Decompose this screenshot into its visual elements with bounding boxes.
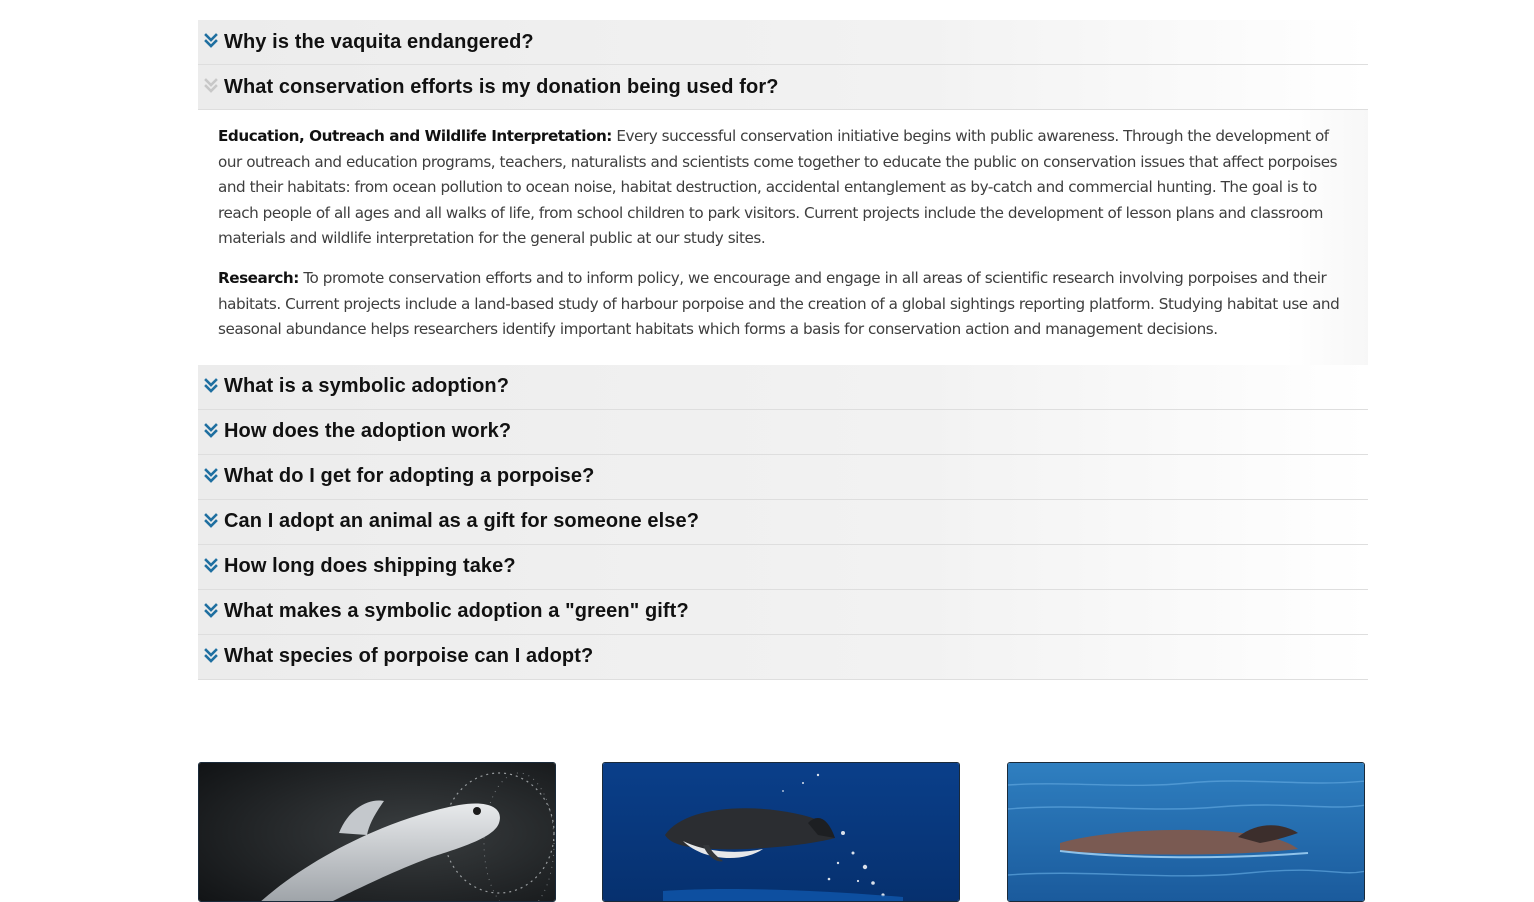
double-chevron-down-icon [198,468,224,484]
answer-paragraph [218,124,1348,252]
faq-accordion [198,20,1368,680]
faq-item [198,365,1368,410]
faq-item [198,455,1368,500]
faq-question-header[interactable] [198,365,1368,410]
faq-item [198,20,1368,65]
double-chevron-down-icon [198,558,224,574]
faq-question-text: How does the adoption work? [224,420,512,443]
swimming-porpoise-photo [1008,763,1365,902]
faq-question-header[interactable] [198,500,1368,545]
double-chevron-down-icon [198,33,224,49]
faq-item [198,410,1368,455]
porpoise-cards [198,762,1368,902]
double-chevron-down-icon [198,603,224,619]
porpoise-card[interactable] [198,762,556,902]
answer-text: To promote conservation efforts and to inform policy, we encourage and engage in all areas of scientific research involving porpoises and their habitats. Current projects include a land-based study of harbour porpoise and the creation of a global sightings reporting platform. Studying habitat use and seasonal abundance helps researchers identify important habitats which forms a basis for conservation action and management decisions. [218,268,1340,339]
porpoise-card[interactable] [602,762,960,902]
faq-item [198,590,1368,635]
porpoise-card[interactable] [1007,762,1365,902]
faq-answer [198,110,1368,365]
double-chevron-down-icon [198,513,224,529]
faq-question-text: What species of porpoise can I adopt? [224,645,594,668]
faq-question-header[interactable] [198,65,1368,110]
faq-question-header[interactable] [198,20,1368,65]
faq-question-text: What do I get for adopting a porpoise? [224,465,595,488]
white-porpoise-photo [199,763,556,902]
faq-question-text: Can I adopt an animal as a gift for someone else? [224,510,700,533]
faq-question-text: Why is the vaquita endangered? [224,30,534,53]
faq-question-header[interactable] [198,545,1368,590]
faq-question-header[interactable] [198,635,1368,680]
leaping-porpoise-photo [603,763,960,902]
double-chevron-down-icon [198,78,224,94]
faq-question-header[interactable] [198,590,1368,635]
faq-question-header[interactable] [198,455,1368,500]
double-chevron-down-icon [198,648,224,664]
double-chevron-down-icon [198,378,224,394]
faq-item [198,545,1368,590]
answer-label: Research: [218,268,299,287]
faq-item-expanded [198,65,1368,365]
answer-text: Every successful conservation initiative begins with public awareness. Through the development of our outreach and education programs, teachers, naturalists and scientists come together to educate the public on conservation issues that affect porpoises and their habitats: from ocean pollution to ocean noise, habitat destruction, accidental entanglement as by-catch and commercial hunting. The goal is to reach people of all ages and all walks of life, from school children to park visitors. Current projects include the development of lesson plans and classroom materials and wildlife interpretation for the general public at our study sites. [218,127,1338,248]
faq-question-header[interactable] [198,410,1368,455]
faq-item [198,635,1368,680]
answer-paragraph [218,266,1348,343]
double-chevron-down-icon [198,423,224,439]
answer-label: Education, Outreach and Wildlife Interpretation: [218,127,612,145]
faq-question-text: How long does shipping take? [224,555,516,578]
faq-item [198,500,1368,545]
faq-question-text: What is a symbolic adoption? [224,375,510,398]
faq-question-text: What makes a symbolic adoption a "green" gift? [224,600,689,623]
faq-question-text: What conservation efforts is my donation being used for? [224,75,779,98]
